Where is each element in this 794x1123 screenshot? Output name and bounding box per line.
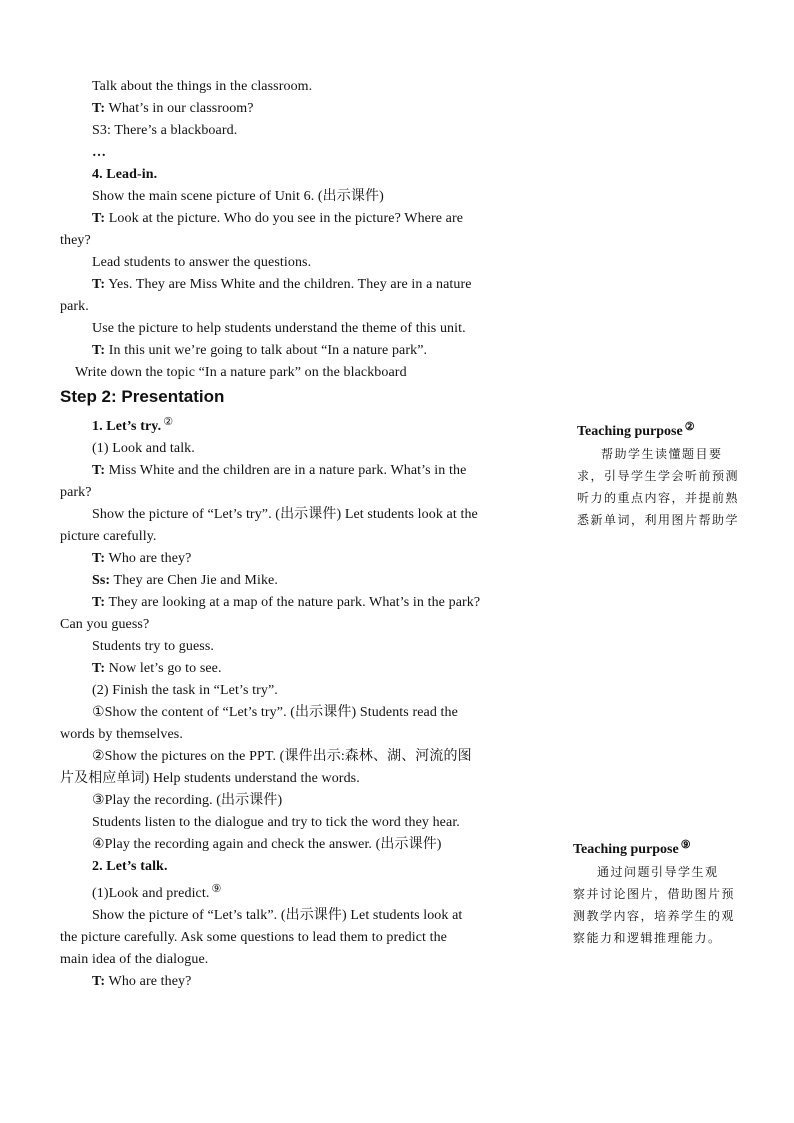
talk-things-line: Talk about the things in the classroom.: [92, 79, 313, 94]
instruction-line-continued: 片及相应单词) Help students understand the words.: [60, 771, 360, 786]
dialogue-line: T: Who are they?: [92, 551, 192, 566]
speaker-label: Ss:: [92, 573, 111, 588]
footnote-marker: ⑨: [211, 883, 222, 895]
speaker-label: T:: [92, 551, 106, 566]
section-heading-lets-talk: 2. Let’s talk.: [92, 859, 168, 874]
dialogue-line: S3: There’s a blackboard.: [92, 123, 238, 138]
instruction-line: Lead students to answer the questions.: [92, 255, 312, 270]
teaching-purpose-text: 通过问题引导学生观 察并讨论图片，借助图片预 测教学内容，培养学生的观 察能力和逻辑推理能力。: [573, 865, 736, 945]
teaching-purpose-heading: Teaching purpose ⑨: [573, 839, 691, 857]
teaching-purpose-text: 帮助学生读懂题目要 求，引导学生学会听前预测 听力的重点内容，并提前熟 悉新单词，利用图片帮助学: [577, 447, 740, 527]
speaker-label: T:: [92, 101, 106, 116]
ellipsis-line: …: [92, 145, 107, 160]
dialogue-line-continued: they?: [60, 233, 91, 248]
speaker-label: T:: [92, 595, 106, 610]
instruction-line: Students listen to the dialogue and try to tick the word they hear.: [92, 815, 460, 830]
dialogue-line: Ss: They are Chen Jie and Mike.: [92, 573, 278, 588]
instruction-line: ②Show the pictures on the PPT. (课件出示:森林、湖、河流的图: [92, 749, 472, 764]
dialogue-line: T: What’s in our classroom?: [92, 101, 254, 116]
footnote-marker: ②: [163, 416, 174, 428]
dialogue-line-continued: park.: [60, 299, 89, 314]
step2-heading: Step 2: Presentation: [60, 387, 225, 406]
instruction-line-continued: the picture carefully. Ask some questions to lead them to predict the: [60, 930, 447, 945]
instruction-line-continued: words by themselves.: [60, 727, 183, 742]
instruction-line: ④Play the recording again and check the answer. (出示课件): [92, 837, 442, 852]
instruction-line: ③Play the recording. (出示课件): [92, 793, 283, 808]
dialogue-line: T: Now let’s go to see.: [92, 661, 222, 676]
section-heading-leadin: 4. Lead-in.: [92, 167, 158, 182]
instruction-line: Show the picture of “Let’s talk”. (出示课件) Let students look at: [92, 908, 463, 923]
speaker-label: T:: [92, 661, 106, 676]
footnote-marker: ②: [684, 421, 695, 433]
instruction-line: Students try to guess.: [92, 639, 214, 654]
dialogue-line-continued: Can you guess?: [60, 617, 150, 632]
instruction-line: (1) Look and talk.: [92, 441, 195, 456]
instruction-line: Show the picture of “Let’s try”. (出示课件) Let students look at the: [92, 507, 478, 522]
speaker-label: T:: [92, 463, 106, 478]
instruction-line: Use the picture to help students understand the theme of this unit.: [92, 321, 466, 336]
speaker-label: T:: [92, 974, 106, 989]
speaker-label: T:: [92, 343, 106, 358]
dialogue-line: T: Who are they?: [92, 974, 192, 989]
instruction-line: Show the main scene picture of Unit 6. (出示课件): [92, 189, 384, 204]
dialogue-line: T: Miss White and the children are in a nature park. What’s in the: [92, 463, 467, 478]
instruction-line-continued: picture carefully.: [60, 529, 157, 544]
section-heading-lets-try: 1. Let’s try. ②: [92, 416, 174, 434]
lesson-plan-body: [60, 76, 536, 993]
speaker-label: T:: [92, 277, 106, 292]
dialogue-line: T: Yes. They are Miss White and the children. They are in a nature: [92, 277, 472, 292]
dialogue-line: T: In this unit we’re going to talk about “In a nature park”.: [92, 343, 428, 358]
instruction-line: ①Show the content of “Let’s try”. (出示课件) Students read the: [92, 705, 458, 720]
teaching-purpose-heading: Teaching purpose ②: [577, 421, 695, 439]
teaching-purpose-note-2: [573, 834, 743, 949]
speaker-label: T:: [92, 211, 106, 226]
instruction-line: (1)Look and predict. ⑨: [92, 883, 222, 901]
teaching-purpose-note-1: [577, 416, 747, 531]
dialogue-line: T: Look at the picture. Who do you see in the picture? Where are: [92, 211, 464, 226]
dialogue-line-continued: park?: [60, 485, 92, 500]
instruction-line: Write down the topic “In a nature park” on the blackboard: [75, 365, 407, 380]
instruction-line: (2) Finish the task in “Let’s try”.: [92, 683, 278, 698]
instruction-line-continued: main idea of the dialogue.: [60, 952, 209, 967]
dialogue-line: T: They are looking at a map of the nature park. What’s in the park?: [92, 595, 481, 610]
footnote-marker: ⑨: [680, 839, 691, 851]
